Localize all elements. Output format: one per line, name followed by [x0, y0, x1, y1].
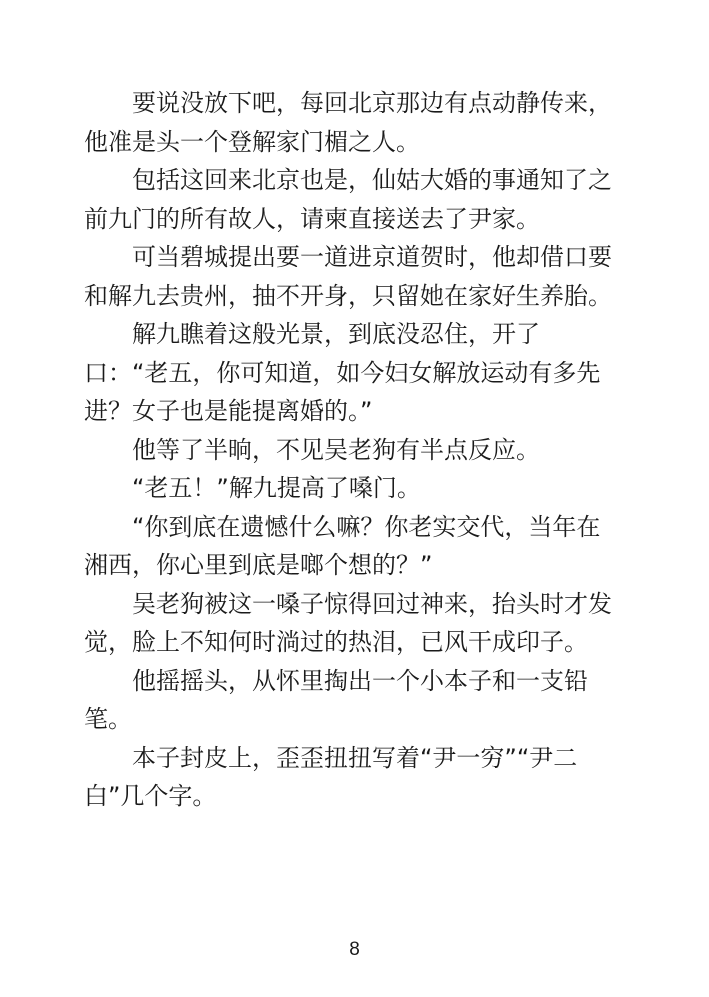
paragraph-5: 他等了半晌，不见吴老狗有半点反应。 — [132, 435, 540, 464]
paragraph-9: 他摇摇头，从怀里掏出一个小本子和一支铅笔。 — [84, 666, 588, 733]
paragraph-10: 本子封皮上，歪歪扭扭写着“尹一穷”“尹二白”几个字。 — [84, 743, 578, 810]
paragraph-1: 要说没放下吧，每回北京那边有点动静传来，他准是头一个登解家门楣之人。 — [84, 89, 612, 156]
paragraph-7: “你到底在遗憾什么嘛？你老实交代，当年在湘西，你心里到底是啷个想的？” — [84, 512, 601, 579]
paragraph-3: 可当碧城提出要一道进京道贺时，他却借口要和解九去贵州，抽不开身，只留她在家好生养胎。 — [84, 243, 612, 310]
paragraph-2: 包括这回来北京也是，仙姑大婚的事通知了之前九门的所有故人，请柬直接送去了尹家。 — [84, 166, 612, 233]
paragraph-8: 吴老狗被这一嗓子惊得回过神来，抬头时才发觉，脸上不知何时淌过的热泪，已风干成印子。 — [84, 589, 612, 656]
text-body — [84, 84, 624, 816]
paragraph-6: “老五！”解九提高了嗓门。 — [132, 474, 421, 502]
paragraph-4: 解九瞧着这般光景，到底没忍住，开了口：“老五，你可知道，如今妇女解放运动有多先进？女子也是能提离婚的。” — [84, 320, 601, 425]
page-number: 8 — [349, 939, 360, 960]
